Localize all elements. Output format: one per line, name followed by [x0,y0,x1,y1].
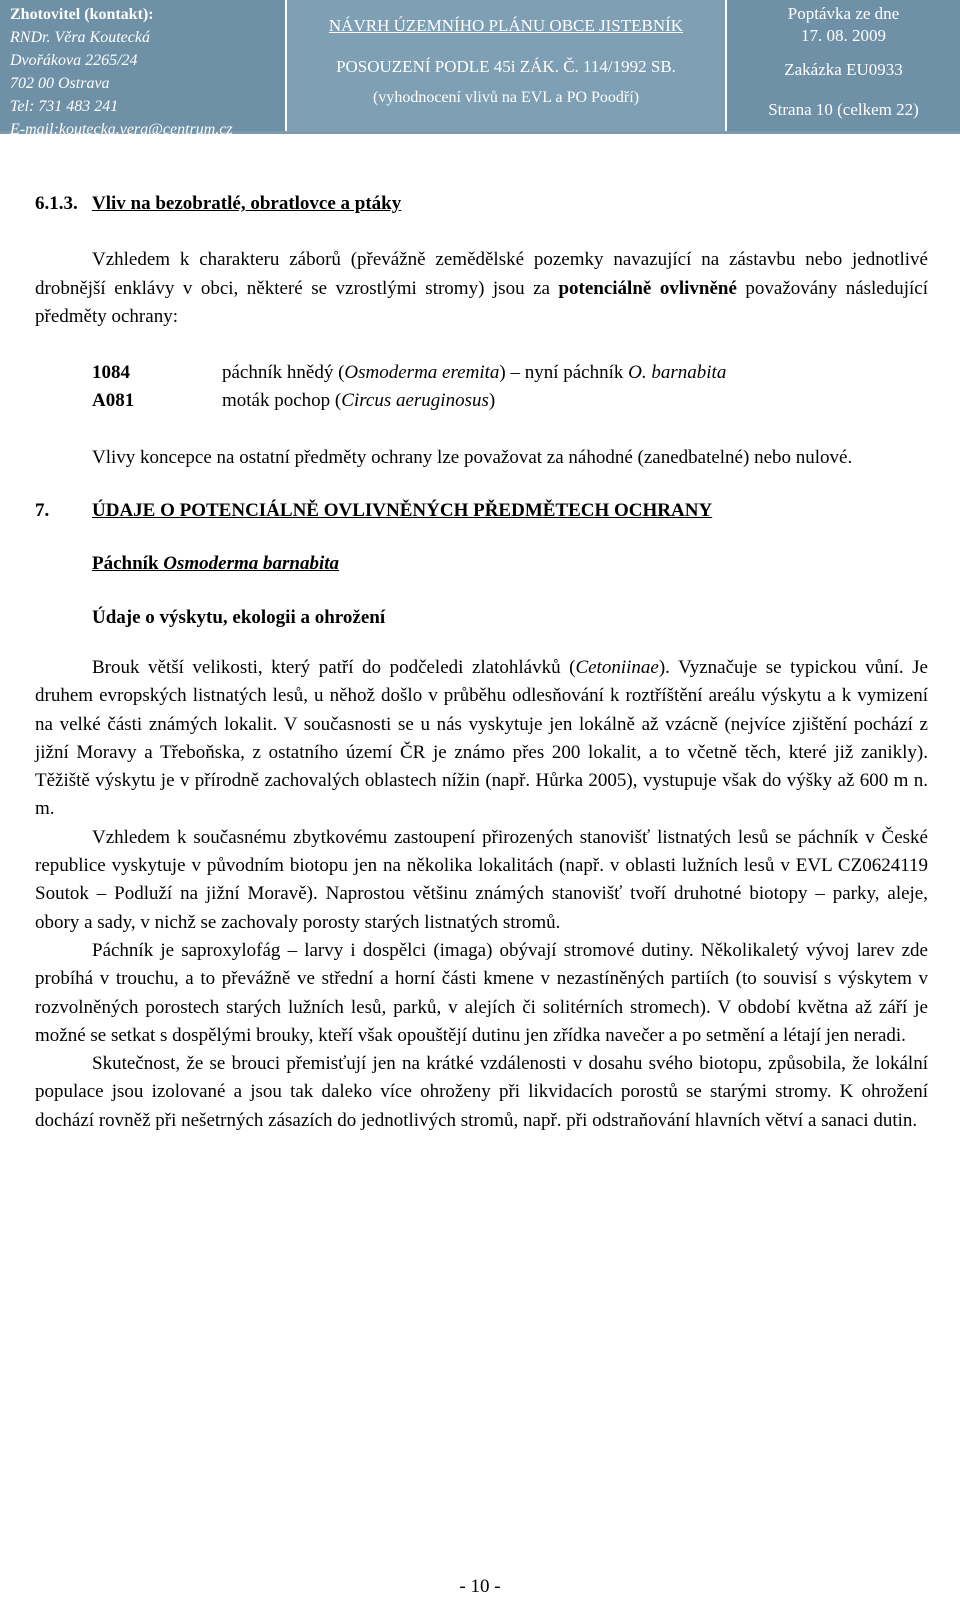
contractor-name: RNDr. Věra Koutecká [10,29,150,46]
section-title: ÚDAJE O POTENCIÁLNĚ OVLIVNĚNÝCH PŘEDMĚTECH OCHRANY [92,500,713,522]
paragraph-saproxylic: Páchník je saproxylofág – larvy i dospělci (imaga) obývají stromové dutiny. Několikaletý vývoj larev zde probíhá v trouchu, a to převážně ve střední a horní části kmene v nezastíněných partiích (to souvisí s výskytem v rozvolněných porostech starých lužních lesů, parků, v alejích či solitérních stromech). V období května až září je možné se setkat s dospělými brouky, kteří však opouštějí dutinu jen zřídka navečer a po setmění a létají jen neradi. [35,939,928,1046]
paragraph-threats: Skutečnost, že se brouci přemisťují jen na krátké vzdálenosti v dosahu svého biotopu, způsobila, že lokální populace jsou izolované a jsou tak daleko více ohroženy při likvidacích porostů se starými stromy. K ohrožení dochází rovněž při nešetrných zásazích do jednotlivých stromů, např. při odstraňování hlavních větví a sanaci dutin. [35,1053,928,1131]
order-number: Zakázka EU0933 [784,60,903,79]
species-code: 1084 [92,362,130,384]
species-description: moták pochop (Circus aeruginosus) [222,390,496,412]
species-row [92,359,928,387]
page-header [0,0,960,138]
header-project [285,0,725,131]
section-number: 6.1.3. [35,193,78,214]
project-title: NÁVRH ÚZEMNÍHO PLÁNU OBCE JISTEBNÍK [328,16,684,35]
species-row [92,387,928,415]
request-date-label: Poptávka ze dne [787,4,900,23]
header-contractor [0,0,285,138]
species-code: A081 [92,390,135,412]
project-assessment: POSOUZENÍ PODLE 45i ZÁK. Č. 114/1992 SB. [336,57,676,76]
contractor-street: Dvořákova 2265/24 [10,52,138,69]
contractor-heading: Zhotovitel (kontakt): [10,6,154,23]
document-body [35,190,928,1135]
page-number: - 10 - [459,1576,501,1597]
section-number: 7. [35,500,50,522]
species-list [35,359,928,416]
section-7-heading [35,497,928,525]
paragraph-habitats: Vzhledem k současnému zbytkovému zastoupení přirozených stanovišť listnatých lesů se páchník v České republice vyskytuje v původním biotopu jen na několika lokalitách (např. v oblasti lužních lesů v EVL CZ0624119 Soutok – Podluží na jižní Moravě). Naprostou většinu známých stanovišť tvoří druhotné biotopy – parky, aleje, obory a sady, v nichž se zachovaly porosty starých listnatých stromů. [35,826,928,933]
section-title: Vliv na bezobratlé, obratlovce a ptáky [92,193,402,214]
text-segment: Vzhledem k charakteru záborů (převážně zemědělské pozemky navazující na zástavbu nebo jednotlivé drobnější enklávy v obci, některé se vzrostlými stromy) jsou za [35,249,928,299]
paragraph-ecology: Brouk větší velikosti, který patří do podčeledi zlatohlávků (Cetoniinae). Vyznačuje se typickou vůní. Je druhem evropských listnatých lesů, u něhož došlo v průběhu odlesňování k roztříštění areálu výskytu a k vymizení na velké části známých lokalit. V současnosti se u nás vyskytuje jen lokálně až vzácně (nejvíce zjištění pochází z jižní Moravy a Třeboňska, z ostatního území ČR je známo přes 200 lokalit, a to včetně těch, které již zanikly). Těžiště výskytu je v přírodně zachovalých oblastech nížin (např. Hůrka 2005), vystupuje však do výšky až 600 m n. m. [35,656,928,820]
contractor-phone: Tel: 731 483 241 [10,98,119,115]
section-6-1-3-heading [35,190,928,218]
request-date: 17. 08. 2009 [801,26,886,45]
contractor-city: 702 00 Ostrava [10,75,110,92]
header-order [725,0,960,131]
paragraph-impact-intro [35,246,928,331]
text-segment: považovány následující předměty ochrany: [35,277,929,327]
subsection-title: Údaje o výskytu, ekologii a ohrožení [92,606,386,628]
species-subtitle: Páchník Osmoderma barnabita [92,553,340,575]
paragraph-other-impacts: Vlivy koncepce na ostatní předměty ochrany lze považovat za náhodné (zanedbatelné) nebo nulové. [92,446,853,468]
contractor-email: E-mail:koutecka.vera@centrum.cz [10,121,233,138]
page-indicator: Strana 10 (celkem 22) [768,100,919,119]
project-subtitle: (vyhodnocení vlivů na EVL a PO Poodří) [372,89,640,106]
species-description: páchník hnědý (Osmoderma eremita) – nyní páchník O. barnabita [222,362,727,384]
emphasis-bold: potenciálně ovlivněné [558,277,737,299]
